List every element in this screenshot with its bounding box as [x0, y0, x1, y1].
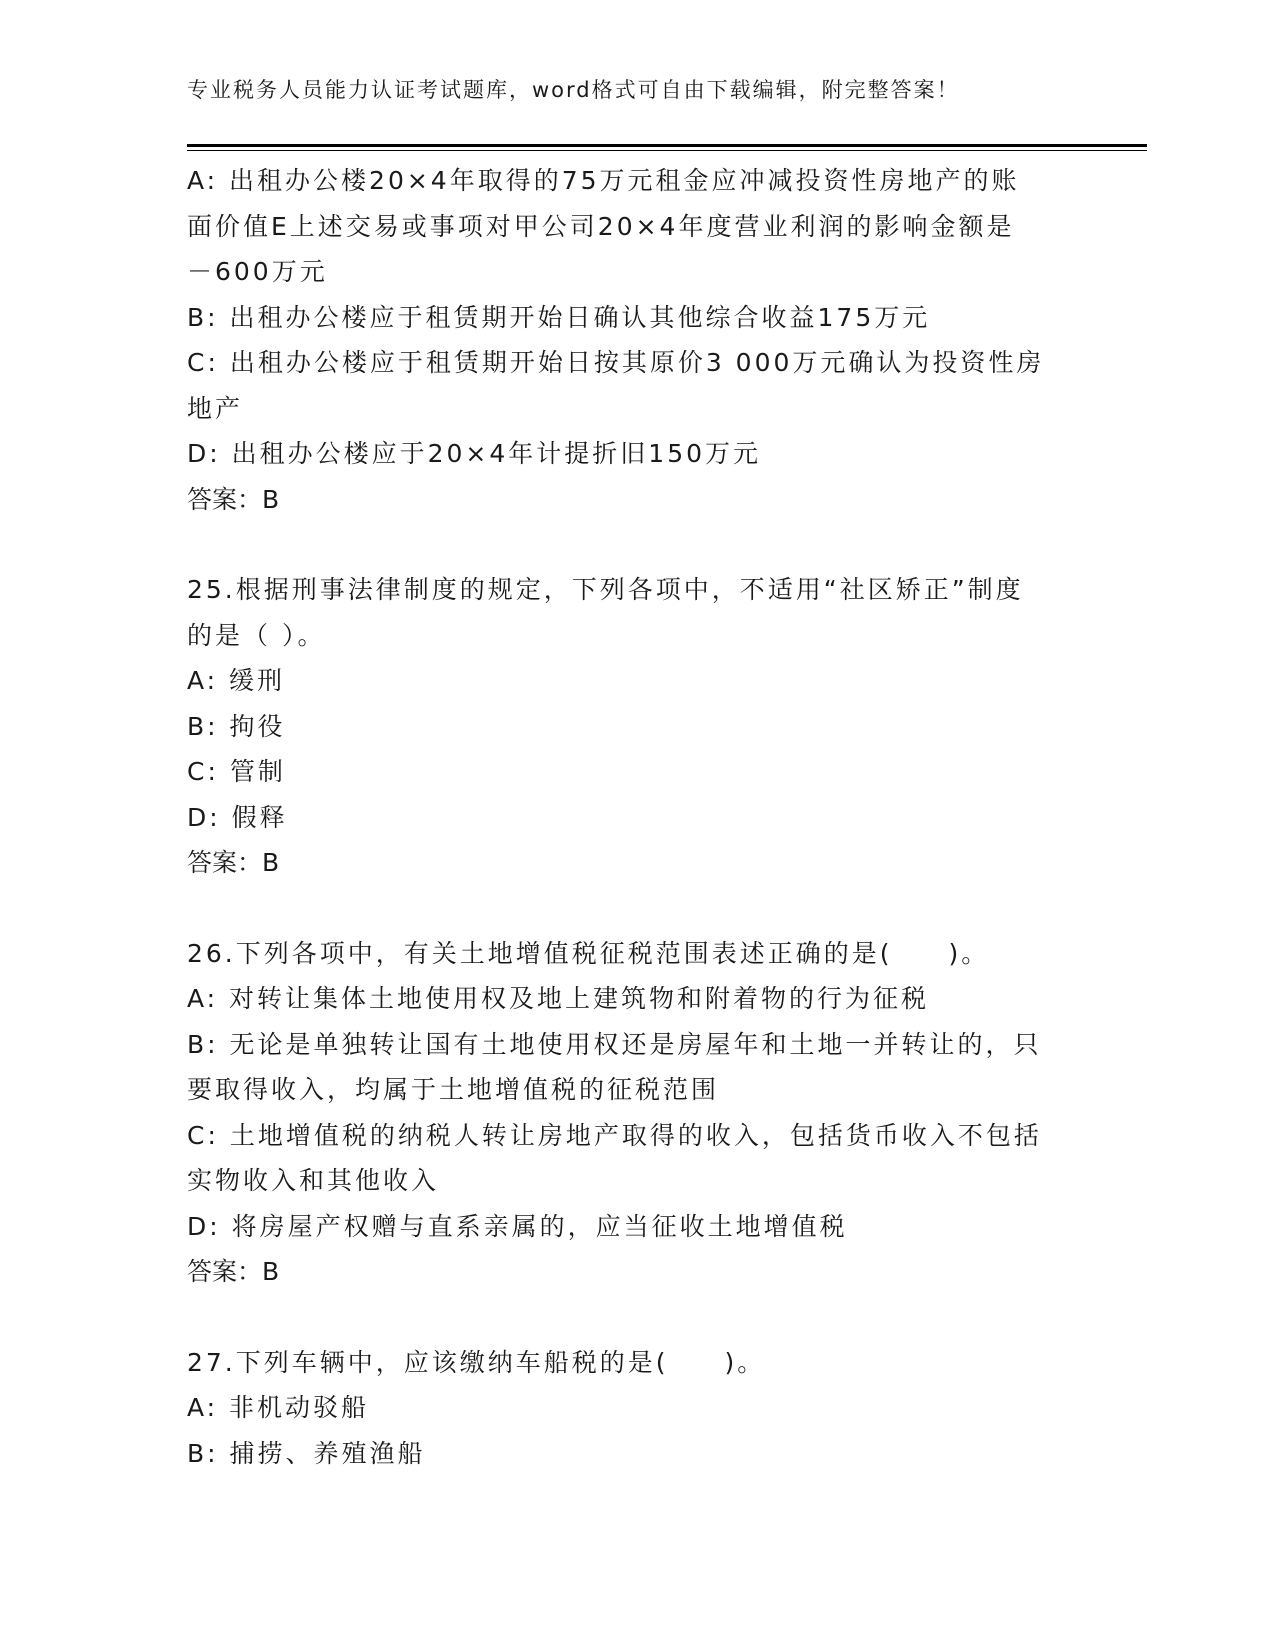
question-stem: 27.下列车辆中，应该缴纳车船税的是( )。: [187, 1347, 766, 1377]
question-stem-line-1: 25.根据刑事法律制度的规定，下列各项中，不适用“社区矫正”制度: [187, 575, 1024, 604]
option-c-line-1: C: 土地增值税的纳税人转让房地产取得的收入，包括货币收入不包括: [187, 1120, 1042, 1150]
option-b: B: 捕捞、养殖渔船: [187, 1438, 426, 1468]
answer: 答案：B: [187, 484, 280, 514]
question-stem: 26.下列各项中，有关土地增值税征税范围表述正确的是( )。: [187, 938, 990, 968]
question-27: [187, 1340, 1077, 1477]
option-d: D: 假释: [187, 802, 288, 832]
option-c: C: 管制: [187, 757, 286, 786]
prev-question-block: [187, 158, 1077, 522]
option-b-line-1: B: 无论是单独转让国有土地使用权还是房屋年和土地一并转让的，只: [187, 1029, 1042, 1059]
option-b-line-2: 要取得收入，均属于土地增值税的征税范围: [187, 1075, 720, 1104]
option-b: B: 出租办公楼应于租赁期开始日确认其他综合收益175万元: [187, 302, 931, 332]
option-a: A: 对转让集体土地使用权及地上建筑物和附着物的行为征税: [187, 984, 930, 1013]
question-26: [187, 931, 1077, 1295]
option-a-line-1: A: 出租办公楼20×4年取得的75万元租金应冲减投资性房地产的账: [187, 166, 1020, 195]
spacer: [187, 886, 1077, 931]
option-a: A: 非机动驳船: [187, 1393, 370, 1422]
header-rule-thick: [187, 144, 1147, 147]
option-a: A: 缓刑: [187, 666, 286, 695]
option-d: D: 出租办公楼应于20×4年计提折旧150万元: [187, 439, 762, 468]
spacer: [187, 522, 1077, 567]
question-25: [187, 567, 1077, 886]
question-content: [187, 158, 1077, 1476]
option-c-line-2: 地产: [187, 393, 244, 423]
spacer: [187, 1295, 1077, 1340]
option-a-line-2: 面价值E上述交易或事项对甲公司20×4年度营业利润的影响金额是: [187, 211, 1015, 241]
page-header: 专业税务人员能力认证考试题库，word格式可自由下载编辑，附完整答案！: [187, 78, 960, 102]
option-c-line-2: 实物收入和其他收入: [187, 1166, 440, 1195]
option-c-line-1: C: 出租办公楼应于租赁期开始日按其原价3 000万元确认为投资性房: [187, 348, 1045, 377]
answer: 答案：B: [187, 1257, 280, 1286]
answer: 答案：B: [187, 848, 280, 877]
header-rule-thin: [187, 150, 1147, 151]
option-b: B: 拘役: [187, 711, 286, 741]
question-stem-line-2: 的是（ ）。: [187, 620, 326, 650]
option-a-line-3: －600万元: [187, 257, 328, 286]
option-d: D: 将房屋产权赠与直系亲属的，应当征收土地增值税: [187, 1211, 848, 1241]
